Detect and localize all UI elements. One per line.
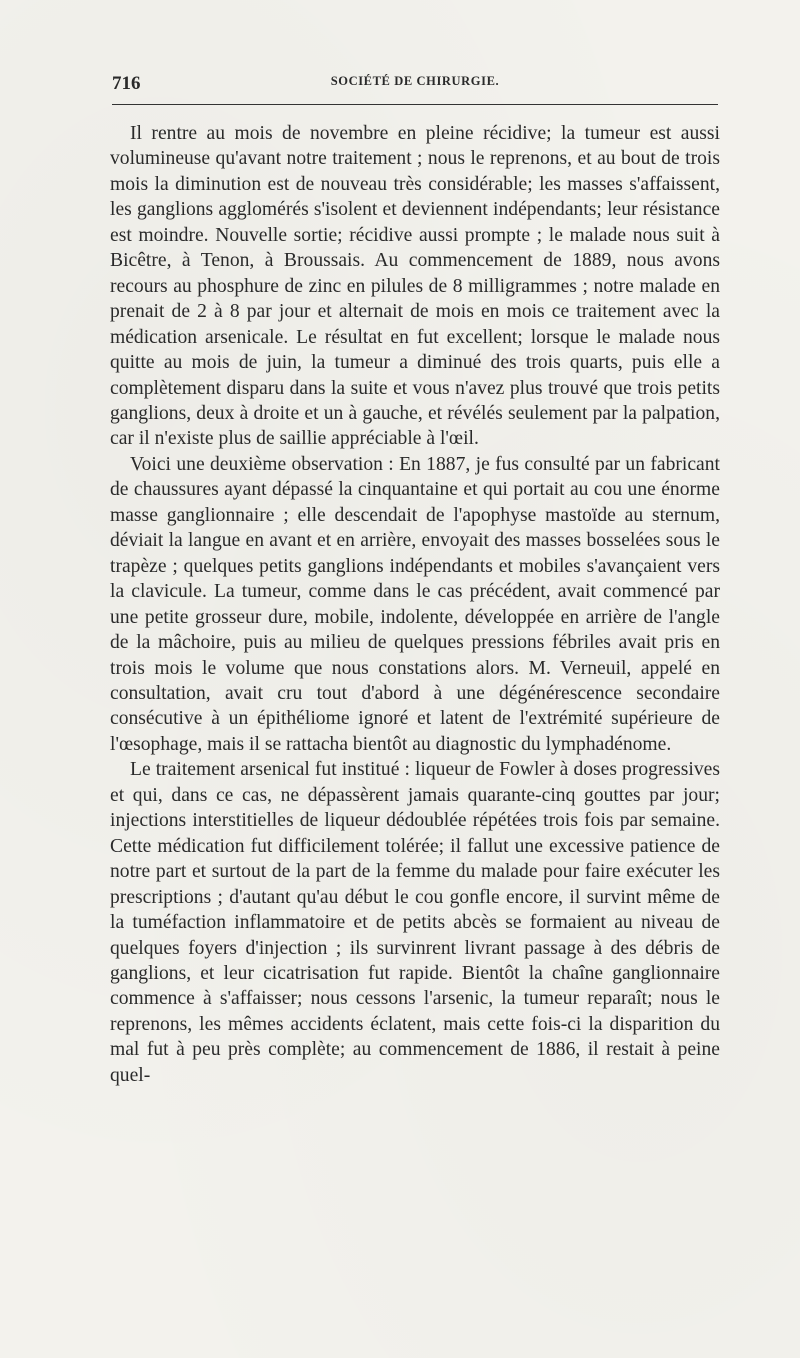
page-number: 716	[112, 73, 141, 94]
page-header	[112, 70, 718, 100]
paragraph: Il rentre au mois de novembre en pleine récidive; la tumeur est aussi volumineuse qu'avant notre traitement ; nous le reprenons, et au bout de trois mois la diminution est de nouveau très considérable; les masses s'affaissent, les ganglions agglomérés s'isolent et deviennent indépendants; leur résistance est moindre. Nouvelle sortie; récidive aussi prompte ; le malade nous suit à Bicêtre, à Tenon, à Broussais. Au commencement de 1889, nous avons recours au phosphure de zinc en pilules de 8 milligrammes ; notre malade en prenait de 2 à 8 par jour et alternait de mois en mois ce traitement avec la médication arsenicale. Le résultat en fut excellent; lorsque le malade nous quitte au mois de juin, la tumeur a diminué des trois quarts, puis elle a complètement disparu dans la suite et vous n'avez plus trouvé que trois petits ganglions, deux à droite et un à gauche, et révélés seulement par la palpation, car il n'existe plus de saillie appréciable à l'œil.	[110, 123, 720, 450]
header-rule	[112, 104, 718, 105]
body-text	[110, 121, 720, 1088]
running-head: SOCIÉTÉ DE CHIRURGIE.	[330, 74, 500, 88]
paragraph: Le traitement arsenical fut institué : liqueur de Fowler à doses progressives et qui, dans ce cas, ne dépassèrent jamais quarante-cinq gouttes par jour; injections interstitielles de liqueur dédoublée répétées trois fois par semaine. Cette médication fut difficilement tolérée; il fallut une excessive patience de notre part et surtout de la part de la femme du malade pour faire exécuter les prescriptions ; d'autant qu'au début le cou gonfle encore, il survint même de la tuméfaction inflammatoire et de petits abcès se formaient au niveau de quelques foyers d'injection ; ils survinrent livrant passage à des débris de ganglions, et leur cicatrisation fut rapide. Bientôt la chaîne ganglionnaire commence à s'affaisser; nous cessons l'arsenic, la tumeur reparaît; nous le reprenons, les mêmes accidents éclatent, mais cette fois-ci la disparition du mal fut à peu près complète; au commencement de 1886, il restait à peine quel-	[110, 759, 720, 1086]
paragraph: Voici une deuxième observation : En 1887, je fus consulté par un fabricant de chaussures ayant dépassé la cinquantaine et qui portait au cou une énorme masse ganglionnaire ; elle descendait de l'apophyse mastoïde au sternum, déviait la langue en avant et en arrière, envoyait des masses bosselées sous le trapèze ; quelques petits ganglions indépendants et mobiles s'avançaient vers la clavicule. La tumeur, comme dans le cas précédent, avait commencé par une petite grosseur dure, mobile, indolente, développée en arrière de l'angle de la mâchoire, puis au milieu de quelques pressions fébriles avait pris en trois mois le volume que nous constations alors. M. Verneuil, appelé en consultation, avait cru tout d'abord à une dégénérescence secondaire consécutive à un épithéliome ignoré et latent de l'extrémité supérieure de l'œsophage, mais il se rattacha bientôt au diagnostic du lymphadénome.	[110, 453, 720, 755]
